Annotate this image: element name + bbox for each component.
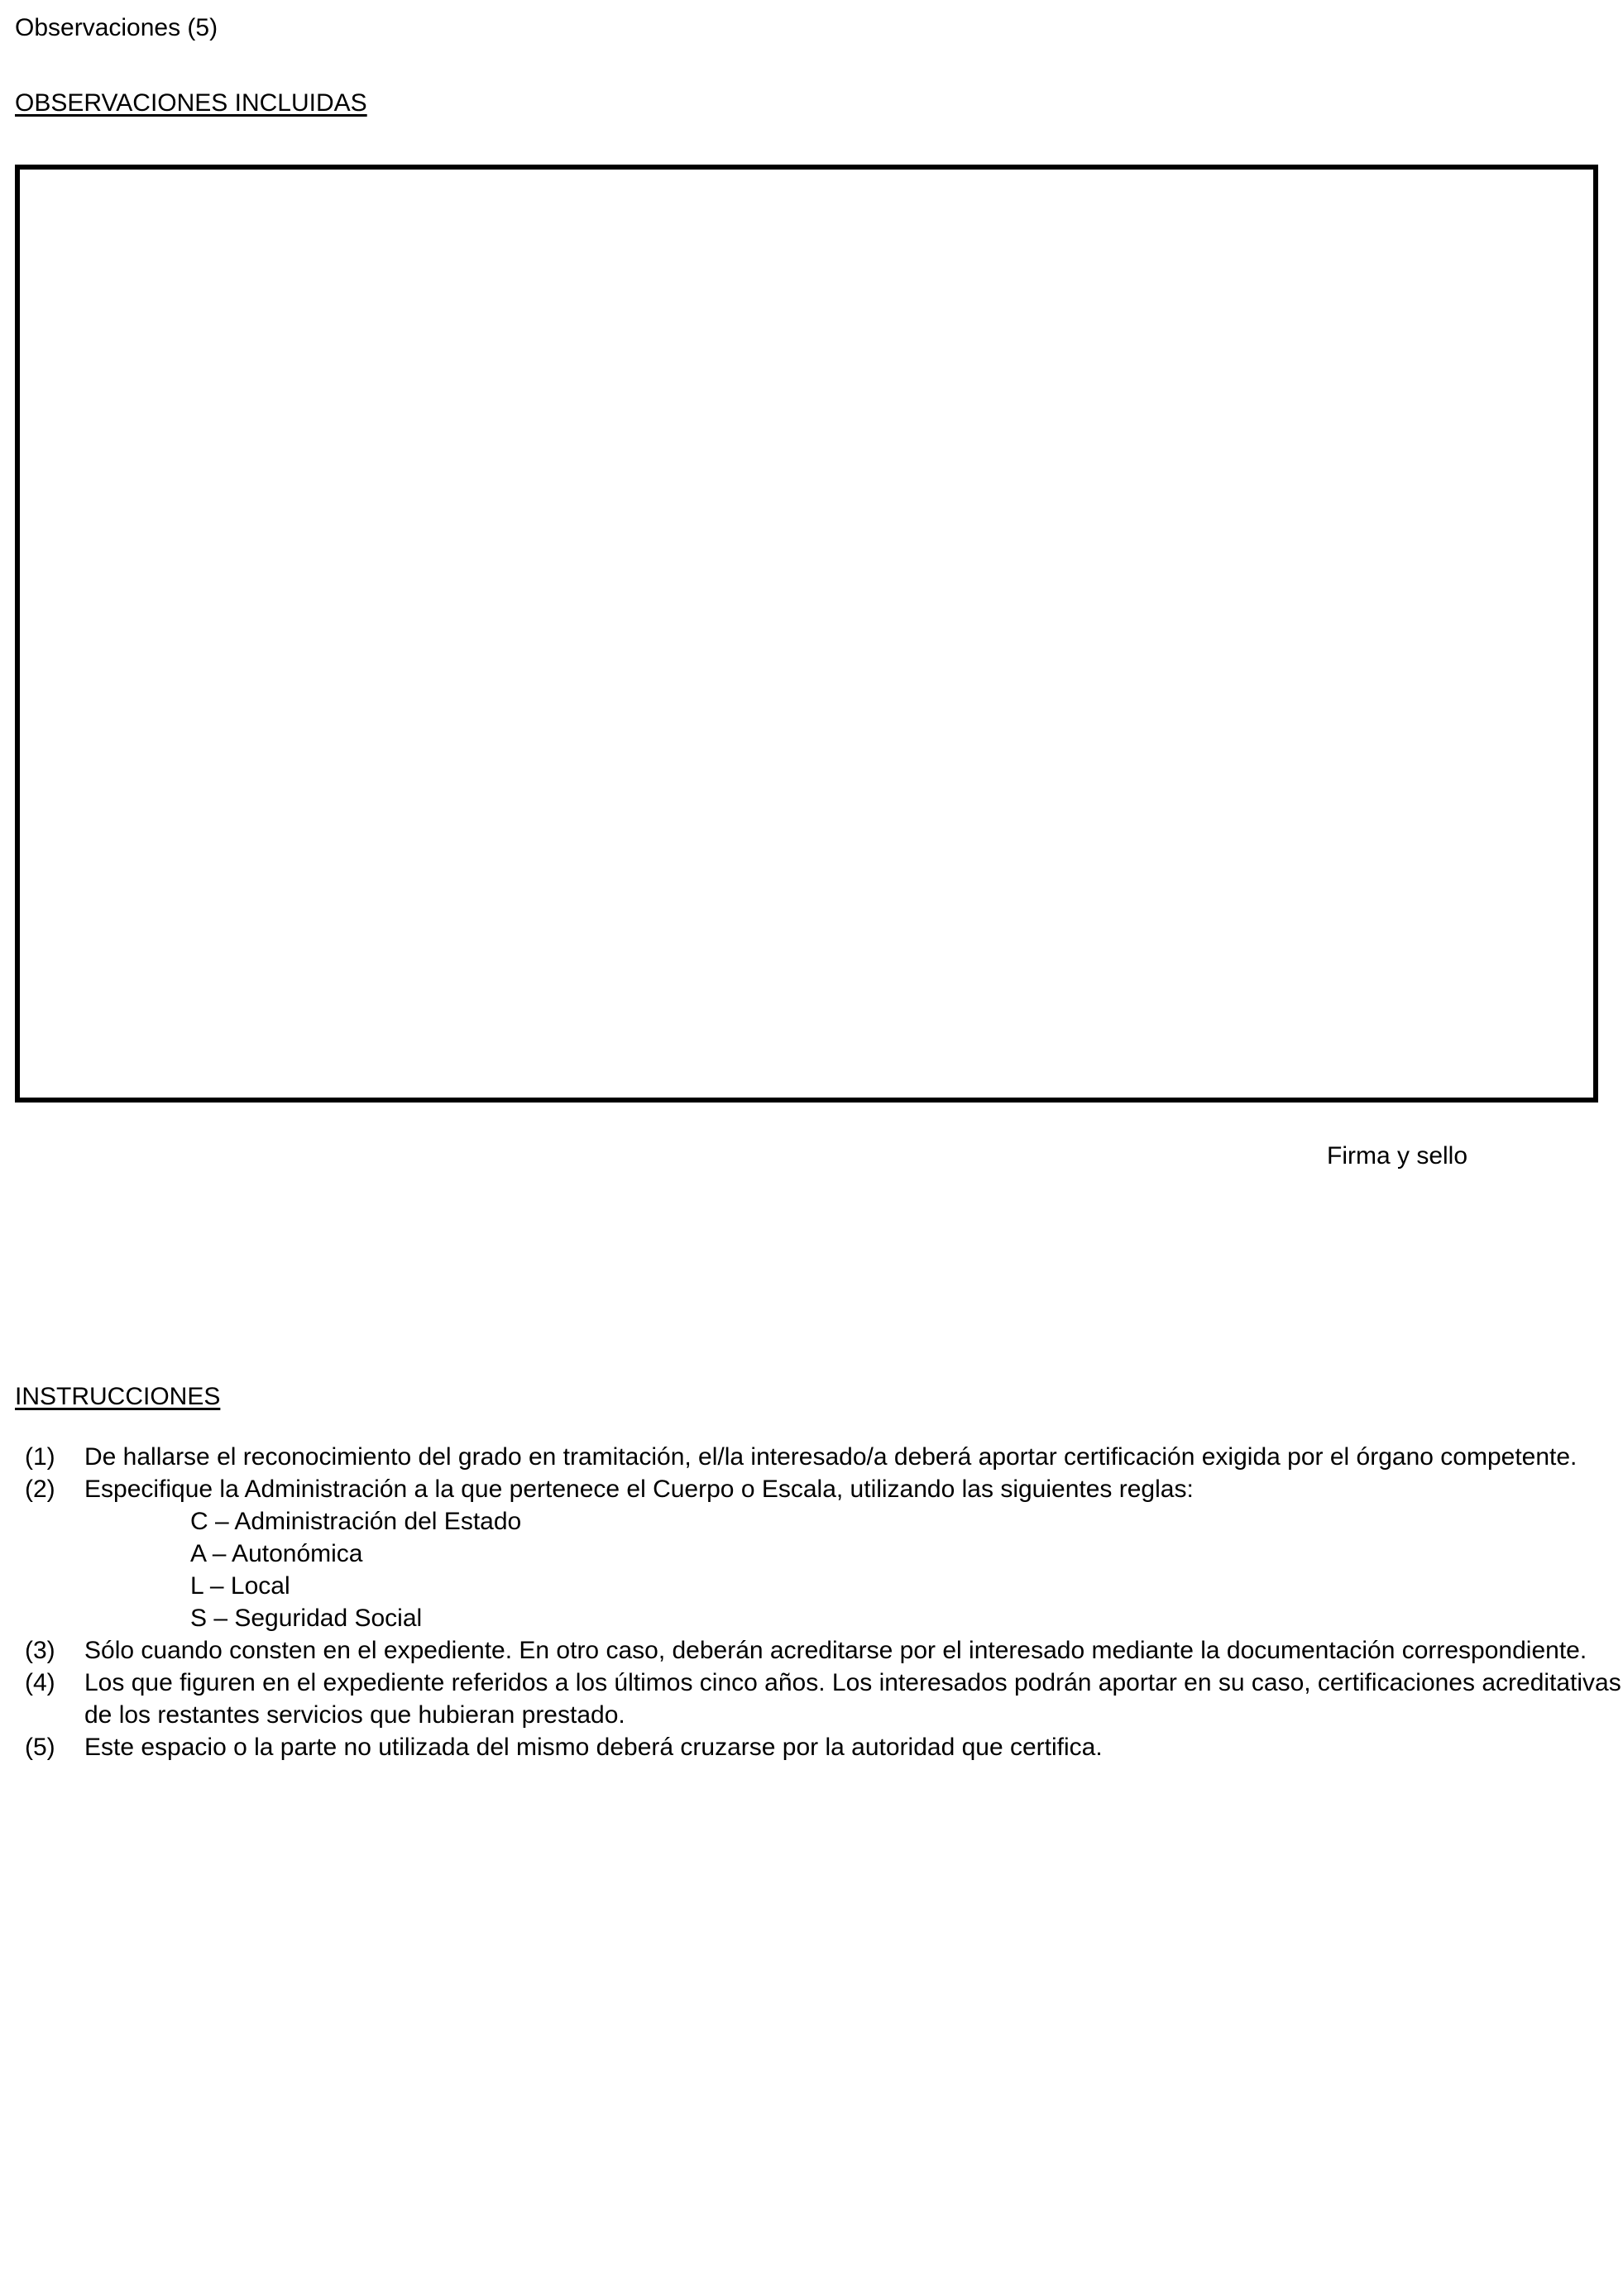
instruction-number: (1) [25, 1443, 55, 1471]
instruction-number: (3) [25, 1637, 55, 1664]
administration-rule: C – Administración del Estado [190, 1508, 522, 1535]
instruction-text: Este espacio o la parte no utilizada del mismo deberá cruzarse por la autoridad que certifica. [84, 1734, 1103, 1761]
administration-rule: A – Autonómica [190, 1540, 363, 1567]
observations-box[interactable] [15, 165, 1598, 1103]
instructions-title: INSTRUCCIONES [15, 1383, 221, 1410]
instruction-text: Los que figuren en el expediente referidos a los últimos cinco años. Los interesados podrán aportar en su caso, certificaciones acreditativas [84, 1669, 1621, 1696]
administration-rule: S – Seguridad Social [190, 1605, 423, 1632]
subsection-title: OBSERVACIONES INCLUIDAS [15, 89, 367, 117]
instruction-number: (5) [25, 1734, 55, 1761]
instruction-number: (2) [25, 1476, 55, 1503]
section-title: Observaciones (5) [15, 14, 218, 41]
administration-rule: L – Local [190, 1572, 290, 1600]
instruction-text: Sólo cuando consten en el expediente. En otro caso, deberán acreditarse por el interesado mediante la documentación correspondiente. [84, 1637, 1587, 1664]
instruction-text-continued: de los restantes servicios que hubieran prestado. [84, 1701, 625, 1729]
signature-label: Firma y sello [1327, 1142, 1468, 1170]
instruction-text: De hallarse el reconocimiento del grado en tramitación, el/la interesado/a deberá aportar certificación exigida por el órgano competente. [84, 1443, 1578, 1471]
instruction-text: Especifique la Administración a la que pertenece el Cuerpo o Escala, utilizando las siguientes reglas: [84, 1476, 1194, 1503]
instruction-number: (4) [25, 1669, 55, 1696]
